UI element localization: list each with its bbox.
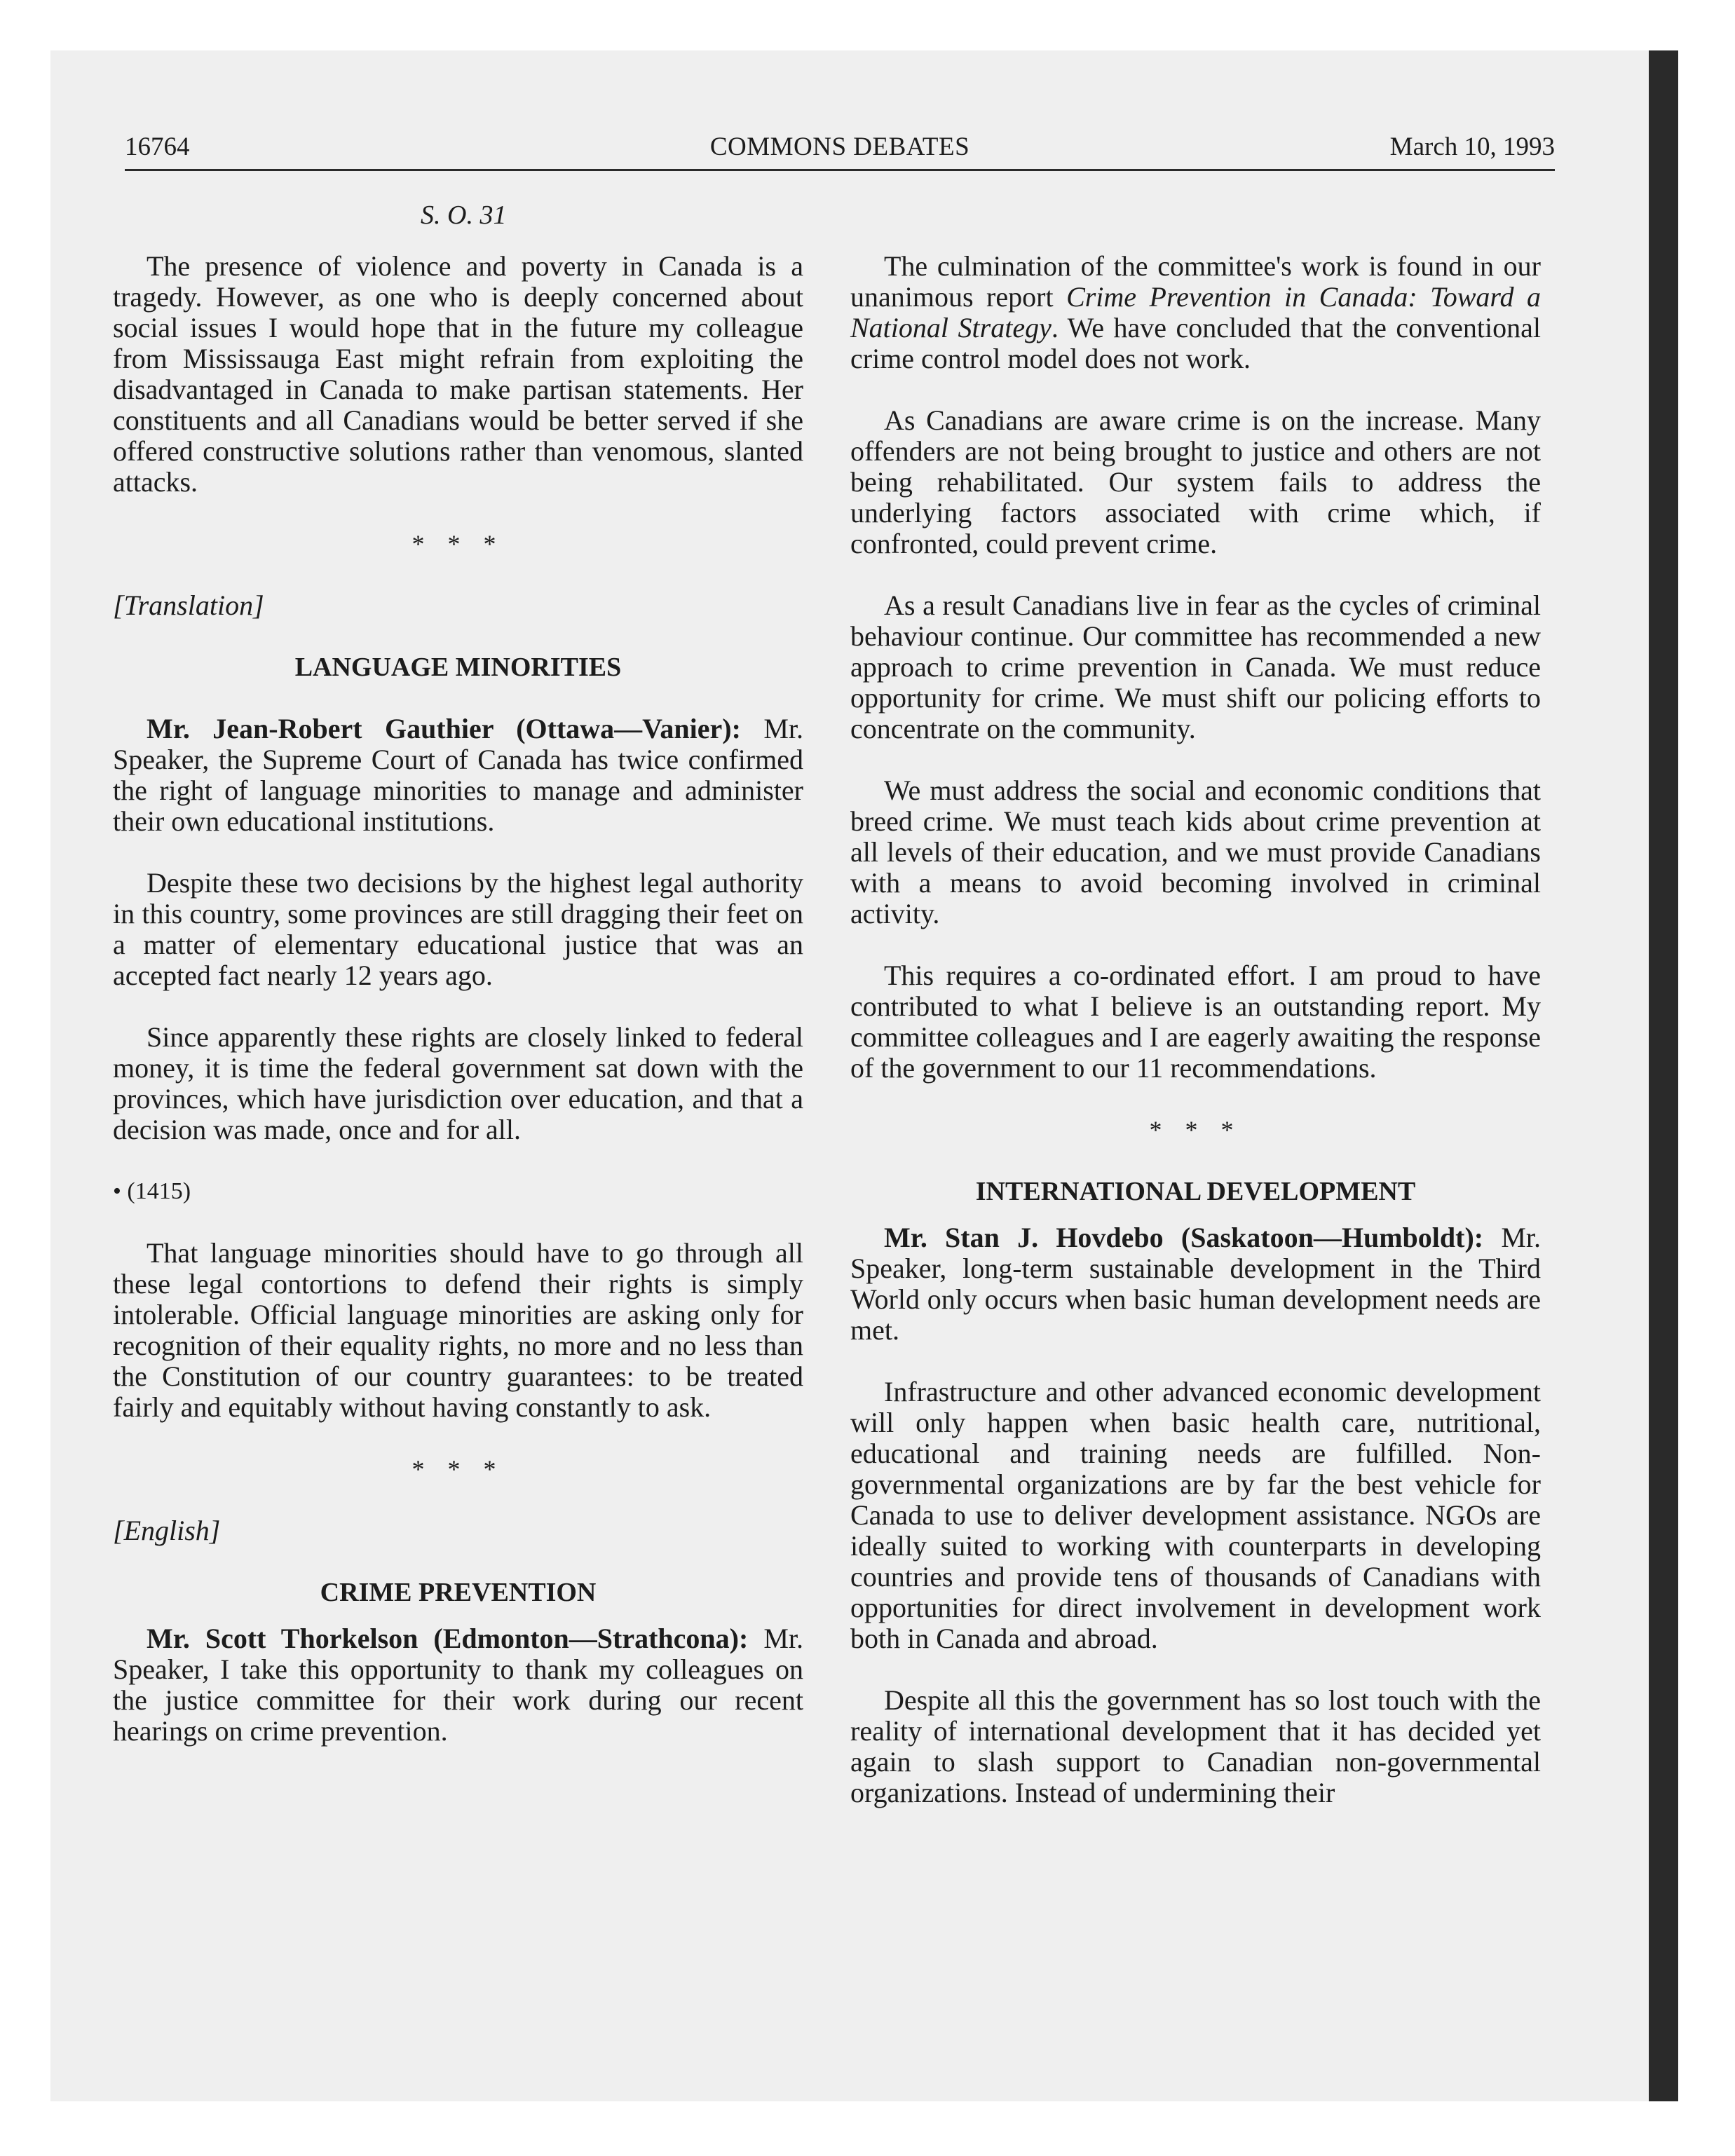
page-number: 16764 [125, 132, 190, 161]
paragraph: We must address the social and economic conditions that breed crime. We must teach kids about crime prevention at all levels of their education, and we must provide Canadians with a means to avoid becoming involved in criminal activity. [850, 775, 1541, 929]
paragraph: Mr. Jean-Robert Gauthier (Ottawa—Vanier): Mr. Speaker, the Supreme Court of Canada has twice confirmed the right of language minorities to manage and administer their own educational institutions. [113, 713, 803, 837]
translation-marker: [Translation] [113, 589, 264, 621]
publication-title: COMMONS DEBATES [709, 132, 970, 161]
right-column [850, 251, 1541, 1808]
paragraph: The culmination of the committee's work is found in our unanimous report Crime Prevention in Canada: Toward a National Strategy. We have concluded that the conventional crime control model does not work. [850, 250, 1542, 374]
paragraph: The presence of violence and poverty in Canada is a tragedy. However, as one who is deeply concerned about social issues I would hope that in the future my colleague from Mississauga East might refrain from exploiting the disadvantaged in Canada to make partisan statements. Her constituents and all Canadians would be better served if she offered constructive solutions rather than venomous, slanted attacks. [113, 250, 803, 498]
page-date: March 10, 1993 [1389, 132, 1555, 161]
speaker-name: Mr. Scott Thorkelson (Edmonton—Strathcona): [147, 1623, 749, 1654]
scan-binding-edge [1649, 50, 1678, 2101]
header-rule [125, 169, 1555, 171]
paragraph: Despite all this the government has so lost touch with the reality of international development that it has decided yet again to slash support to Canadian non-governmental organizations. Instead of undermining their [850, 1684, 1541, 1808]
paragraph: Since apparently these rights are closely linked to federal money, it is time the federal government sat down with the provinces, which have jurisdiction over education, and that a decision was made, once and for all. [113, 1021, 803, 1145]
section-separator: * * * [411, 530, 505, 558]
section-heading: LANGUAGE MINORITIES [294, 653, 622, 682]
paragraph: That language minorities should have to go through all these legal contortions to defend their rights is simply intolerable. Official language minorities are asking only for recognition of their equality rights, no more and no less than the Constitution of our country guarantees: to be treated fairly and equitably without having constantly to ask. [113, 1237, 803, 1423]
running-header [125, 132, 1555, 167]
paragraph: Mr. Stan J. Hovdebo (Saskatoon—Humboldt): Mr. Speaker, long-term sustainable development in the Third World only occurs when basic human development needs are met. [850, 1222, 1541, 1346]
paragraph: Infrastructure and other advanced economic development will only happen when basic health care, nutritional, educational and training needs are fulfilled. Non-governmental organizations are by far the best vehicle for Canada to use to deliver development assistance. NGOs are ideally suited to working with counterparts in developing countries and provide tens of thousands of Canadians with opportunities for direct involvement in development work both in Canada and abroad. [850, 1376, 1541, 1654]
paragraph: As Canadians are aware crime is on the increase. Many offenders are not being brought to justice and others are not being rehabilitated. Our system fails to address the underlying factors associated with crime which, if confronted, could prevent crime. [850, 404, 1541, 559]
section-heading: CRIME PREVENTION [320, 1578, 597, 1607]
paragraph: This requires a co-ordinated effort. I am proud to have contributed to what I believe is an outstanding report. My committee colleagues and I are eagerly awaiting the response of the government to our 11 recommendations. [850, 960, 1541, 1084]
english-marker: [English] [113, 1515, 221, 1546]
section-separator: * * * [411, 1455, 505, 1483]
left-column [113, 251, 803, 1747]
standing-order-label: S. O. 31 [421, 200, 507, 230]
paragraph: As a result Canadians live in fear as the cycles of criminal behaviour continue. Our committee has recommended a new approach to crime prevention in Canada. We must reduce opportunity for crime. We must shift our policing efforts to concentrate on the community. [850, 589, 1541, 744]
speaker-name: Mr. Jean-Robert Gauthier (Ottawa—Vanier): [147, 713, 741, 744]
section-heading: INTERNATIONAL DEVELOPMENT [975, 1177, 1416, 1206]
paragraph: Despite these two decisions by the highest legal authority in this country, some provinces are still dragging their feet on a matter of elementary educational justice that was an accepted fact nearly 12 years ago. [113, 867, 803, 991]
timestamp: • (1415) [113, 1178, 191, 1204]
section-separator: * * * [1149, 1116, 1242, 1144]
speaker-name: Mr. Stan J. Hovdebo (Saskatoon—Humboldt): [884, 1222, 1484, 1253]
paragraph: Mr. Scott Thorkelson (Edmonton—Strathcona): Mr. Speaker, I take this opportunity to thank my colleagues on the justice committee for their work during our recent hearings on crime prevention. [113, 1623, 804, 1747]
report-title: Crime Prevention in Canada: Toward a National Strategy [850, 281, 1542, 343]
